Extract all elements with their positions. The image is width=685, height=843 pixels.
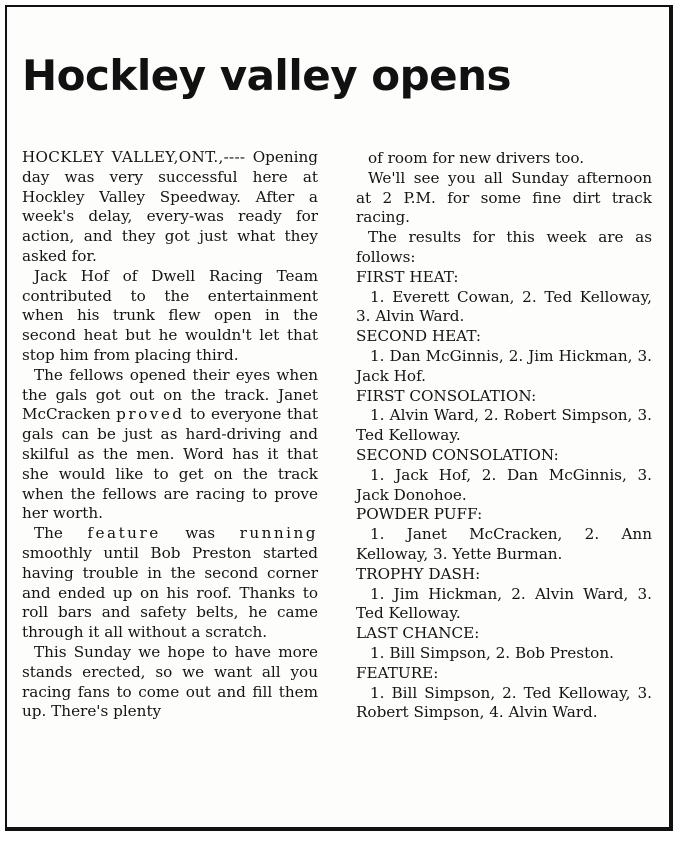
- result-text: 1. Everett Cowan, 2. Ted Kelloway, 3. Alvin Ward.: [356, 287, 652, 326]
- result-text: 1. Jim Hickman, 2. Alvin Ward, 3. Ted Kelloway.: [356, 584, 652, 623]
- paragraph-opening: [22, 148, 318, 267]
- result-text: 1. Bill Simpson, 2. Bob Preston.: [370, 643, 614, 662]
- paragraph-this-sunday: This Sunday we hope to have more stands erected, so we want all you racing fans to come out and fill them up. There's plenty: [22, 642, 318, 721]
- paragraph-feature: [22, 524, 318, 643]
- paragraph-gals: [22, 366, 318, 524]
- result-heading: LAST CHANCE:: [356, 624, 480, 643]
- feature-word-feature: feature: [87, 524, 161, 543]
- right-column: [356, 149, 652, 723]
- paragraph-continuation: of room for new drivers too.: [368, 149, 585, 167]
- result-heading: FIRST HEAT:: [356, 267, 459, 286]
- paragraph-sunday-invite: We'll see you all Sunday afternoon at 2 P.M. for some fine dirt track racing.: [356, 168, 652, 227]
- paragraph-results-intro: The results for this week are as follows:: [356, 228, 652, 266]
- result-heading: FIRST CONSOLATION:: [356, 386, 537, 405]
- result-heading: TROPHY DASH:: [356, 564, 481, 583]
- gals-text-2: to everyone that gals can be just as hard-driving and skilful as the men. Word has it that she would like to get on the track when the fellows are racing to prove her worth.: [22, 405, 318, 523]
- result-heading: SECOND CONSOLATION:: [356, 445, 559, 464]
- result-text: 1. Jack Hof, 2. Dan McGinnis, 3. Jack Donohoe.: [356, 465, 652, 504]
- gals-text-1: The fellows opened their eyes when the gals got out on the track. Janet McCracken: [22, 365, 318, 424]
- gals-spaced-word: proved: [116, 405, 185, 424]
- headline: Hockley valley opens: [22, 51, 512, 100]
- feature-word-the: The: [34, 524, 63, 543]
- dateline: HOCKLEY VALLEY,ONT.,----: [22, 148, 246, 166]
- feature-text: smoothly until Bob Preston started having trouble in the second corner and ended up on his roof. Thanks to roll bars and safety belts, he came through it all without a scratch.: [22, 543, 318, 642]
- result-heading: SECOND HEAT:: [356, 327, 482, 346]
- result-text: 1. Janet McCracken, 2. Ann Kelloway, 3. Yette Burman.: [356, 525, 652, 563]
- feature-word-running: running: [239, 524, 319, 543]
- result-text: 1. Bill Simpson, 2. Ted Kelloway, 3. Robert Simpson, 4. Alvin Ward.: [356, 683, 652, 722]
- result-heading: FEATURE:: [356, 663, 439, 682]
- result-heading: POWDER PUFF:: [356, 505, 483, 524]
- result-text: 1. Dan McGinnis, 2. Jim Hickman, 3. Jack Hof.: [356, 346, 652, 385]
- result-text: 1. Alvin Ward, 2. Robert Simpson, 3. Ted Kelloway.: [356, 406, 652, 445]
- left-column: [22, 148, 318, 722]
- paragraph-jack-hof: Jack Hof of Dwell Racing Team contributed to the entertainment when his trunk flew open in the second heat but he wouldn't let that stop him from placing third.: [22, 266, 318, 364]
- feature-word-was: was: [185, 524, 216, 543]
- opening-text: Opening day was very successful here at Hockley Valley Speedway. After a week's delay, every-was ready for action, and they got just what they asked for.: [22, 148, 318, 265]
